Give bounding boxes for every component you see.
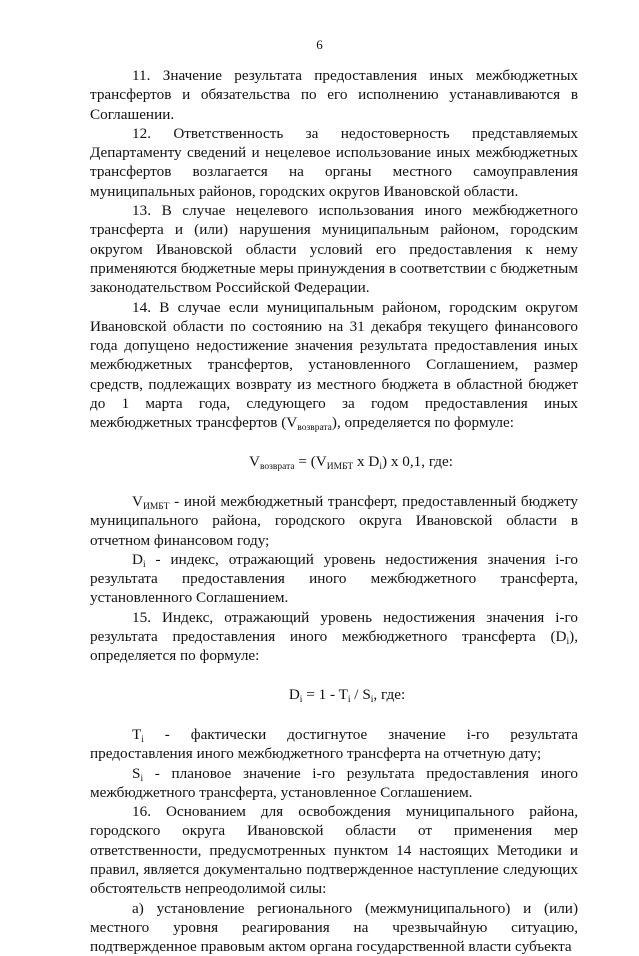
formula-return-amount: $V_{возврата} = (V_{ИМБТ}$ x $D_i$) x 0,1, где: (248, 452, 453, 472)
paragraph-16a: а) установление регионального (межмуниципального) и (или) местного уровня реагирования на чрезвычайную ситуацию, подтвержденное правовым актом органа государственной власти субъекта (90, 899, 578, 956)
paragraph-14: 14. В случае если муниципальным районом, городским округом Ивановской области по состоянию на 31 декабря текущего финансового года допущено недостижение значения результата предоставления иных межбюджетных трансфертов, установленного Соглашением, размер средств, подлежащих возврату из местного бюджета в областной бюджет до 1 марта года, следующего за годом предоставления иных межбюджетных трансфертов $(V_{возврата})$, определяется по формуле: (90, 298, 578, 434)
formula-index: $D_i = 1 - T_i / S_i$, где: (288, 685, 406, 705)
page-number: 6 (316, 37, 323, 52)
definition-di: $D_i$ - индекс, отражающий уровень недостижения значения i-го результата предоставления иного межбюджетного трансферта, установленного Соглашением. (90, 550, 578, 607)
paragraph-12: 12. Ответственность за недостоверность представляемых Департаменту сведений и нецелевое использование иных межбюджетных трансфертов возлагается на органы местного самоуправления муниципальных районов, городских округов Ивановской области. (90, 124, 578, 200)
definition-vimbt: $V_{ИМБТ}$ - иной межбюджетный трансферт, предоставленный бюджету муниципального района, городского округа Ивановской области в отчетном финансовом году; (90, 492, 578, 549)
definition-si: $S_i$ - плановое значение i-го результата предоставления иного межбюджетного трансферта, установленное Соглашением. (90, 764, 578, 801)
paragraph-15: 15. Индекс, отражающий уровень недостижения значения i-го результата предоставления иного межбюджетного трансферта $(D_i)$, определяется по формуле: (90, 608, 578, 665)
paragraph-13: 13. В случае нецелевого использования иного межбюджетного трансферта и (или) нарушения муниципальным районом, городским округом Ивановской области условий его предоставления к нему применяются бюджетные меры принуждения в соответствии с бюджетным законодательством Российской Федерации. (90, 202, 578, 297)
paragraph-11: 11. Значение результата предоставления иных межбюджетных трансфертов и обязательства по его исполнению устанавливаются в Соглашении. (90, 67, 578, 123)
paragraph-16: 16. Основанием для освобождения муниципального района, городского округа Ивановской области от применения мер ответственности, предусмотренных пунктом 14 настоящих Методики и правил, является документально подтвержденное наступление следующих обстоятельств непреодолимой силы: (90, 803, 578, 898)
document-body (90, 66, 578, 956)
definition-ti: $T_i$ - фактически достигнутое значение i-го результата предоставления иного межбюджетного трансферта на отчетную дату; (90, 725, 578, 763)
